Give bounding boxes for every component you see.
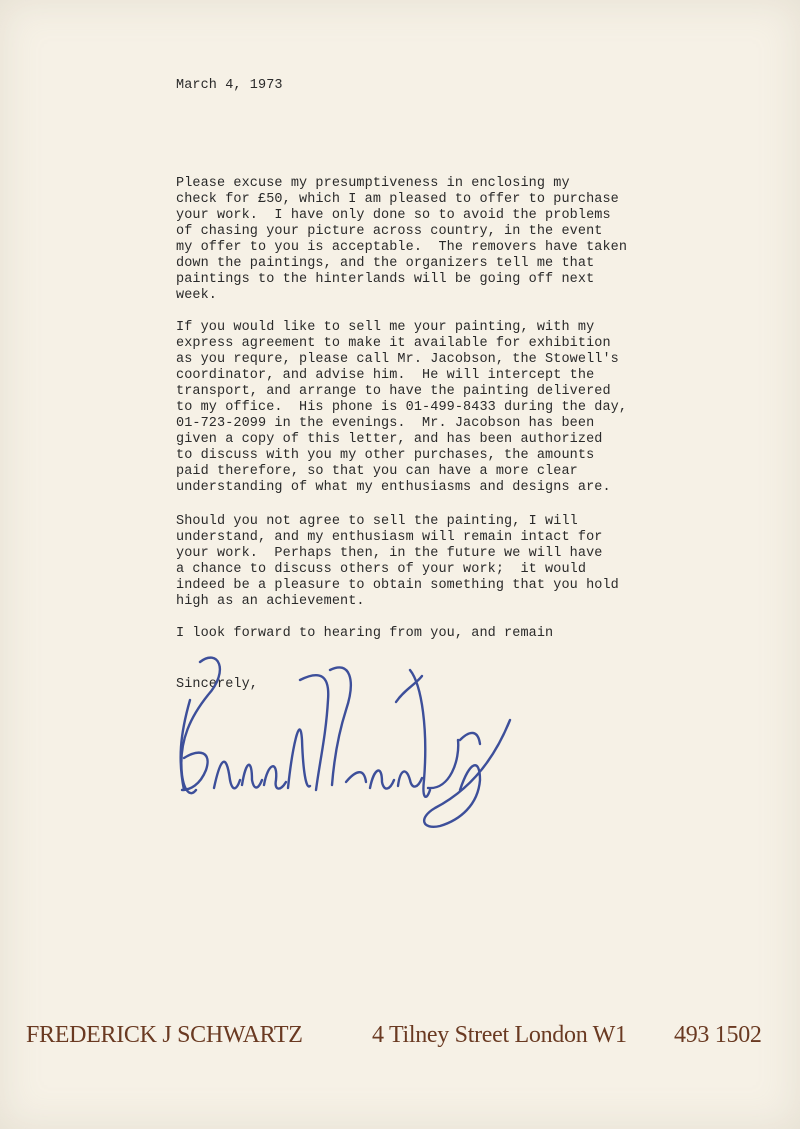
letterhead-phone: 493 1502 — [674, 1022, 762, 1048]
letterhead-address: 4 Tilney Street London W1 — [372, 1022, 627, 1048]
closing-salutation: Sincerely, — [176, 677, 259, 692]
letterhead-name: FREDERICK J SCHWARTZ — [26, 1022, 303, 1048]
letter-date: March 4, 1973 — [176, 78, 283, 93]
paragraph-3: Should you not agree to sell the painting, I will understand, and my enthusiasm will remain intact for your work. Perhaps then, in the future we will have a chance to discuss others of your work; it would indeed be a pleasure to obtain something that you hold high as an achievement. — [176, 514, 619, 609]
paragraph-1: Please excuse my presumptiveness in enclosing my check for £50, which I am pleased to offer to purchase your work. I have only done so to avoid the problems of chasing your picture across country, in the event my offer to you is acceptable. The removers have taken down the paintings, and the organizers tell me that paintings to the hinterlands will be going off next week. — [176, 176, 628, 303]
paragraph-4: I look forward to hearing from you, and remain — [176, 626, 554, 641]
paragraph-2: If you would like to sell me your painting, with my express agreement to make it available for exhibition as you requre, please call Mr. Jacobson, the Stowell's coordinator, and advise him. He will intercept the transport, and arrange to have the painting delivered to my office. His phone is 01-499-8433 during the day, 01-723-2099 in the evenings. Mr. Jacobson has been given a copy of this letter, and has been authorized to discuss with you my other purchases, the amounts paid therefore, so that you can have a more clear understanding of what my enthusiasms and designs are. — [176, 320, 628, 495]
handwritten-signature — [160, 640, 540, 840]
